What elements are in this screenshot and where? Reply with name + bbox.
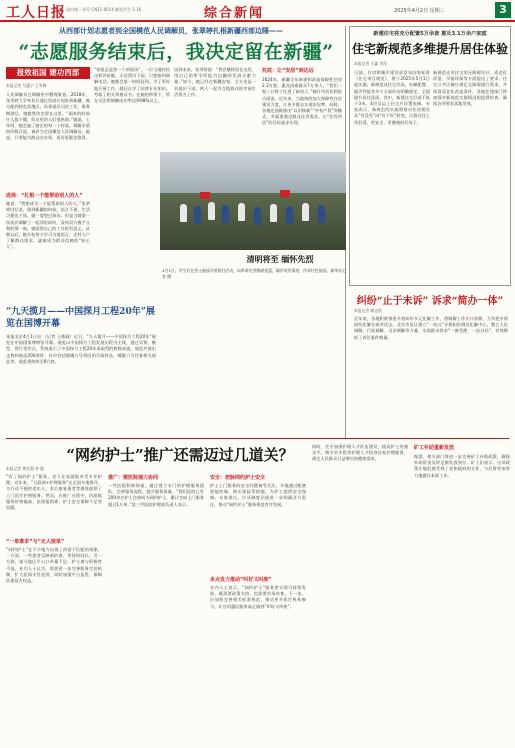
lead-body-d: 谈到未来，张翠婷说：“我会继续留在这里，用自己的所学所能为边疆的发展贡献力量。”如今，她已经在新疆安家，丈夫也是一名基层干部。两人一起为当地群众的幸福生活努力工作。 <box>174 67 256 97</box>
issue-date: 2025年4月2日 星期三 <box>394 8 445 14</box>
right-top-headline: 住宅新规范多维提升居住体验 <box>352 42 509 56</box>
bottom-subhead-2: 推广：需医院通力协同 <box>108 475 159 481</box>
lead-tag: 报效祖国 建功西部 <box>6 67 90 79</box>
bottom-subhead-1: “一单难求”与“无人接单” <box>6 539 65 545</box>
mid-left-body: 本报北京4月1日电 （记者 王维砚）近日，“九天揽月——中国探月工程20年”展览在中国国家博物馆开幕。展览以中国探月工程发展历程为主线，通过实物、模型、图片等形式，系统展示了中国探月工程20年来取得的辉煌成就。展览共展出文物和展品200余件，其中包括嫦娥五号带回的月球样品、嫦娥六号任务相关展品等。展览将持续至8月底。 <box>6 334 156 364</box>
right-mid-body: 近年来，各地积极推进矛盾纠纷多元化解工作，将调解工作关口前移，力争把矛盾纠纷化解在萌芽状态。北京市某区建立“一站式”矛盾纠纷调处化解中心，整合人民调解、行政调解、司法调解等力量，实现群众诉求“一窗受理、一站办结”，有效降低了诉讼案件数量。 <box>354 316 508 340</box>
lead-body-c: “张姐总是第一个到现场”，一位当地村民这样评价她。无论刮风下雨，只要接到调解电话，她都会第一时间赶到。为了更好地开展工作，她还自学了法律专业知识，考取了相关资格证书。在她的带领下，所在司法所调解成功率达到98%以上。 <box>94 67 170 104</box>
bottom-body-d: 护士上门服务的安全问题备受关注。多地通过配备智能终端、购买保险等措施，为护士提供安全保障。专家建议，应从制度层面进一步明确各方责任，推动“网约护士”服务规范有序发展。 <box>210 483 306 507</box>
news-photo <box>160 152 346 250</box>
right-top-byline: 本报记者 王鑫 李萍 <box>354 61 387 66</box>
lead-subhead-1: 选择：“扎根一个能帮助别人的人” <box>6 193 83 199</box>
mid-left-headline: “九天揽月——中国探月工程20年”展览在国博开幕 <box>6 307 155 329</box>
logo-subtitle: 国内统一刊号 CN11-0014 邮发代号 1-16 <box>66 7 142 12</box>
photo-caption: 4月1日，学生们在烈士陵园开展祭扫活动，向革命先烈敬献花篮，缅怀英烈事迹，传承红色基因。新华社记者 摄 <box>162 268 346 279</box>
section-divider <box>6 438 509 439</box>
page-number: 3 <box>495 2 511 18</box>
bottom-body-c: 一些医院积极探索，通过建立专门的护理服务团队，完善服务流程，提升服务质量。“我们医院已有200余名护士注册成为网约护士，累计完成上门服务超过1万单。”某三甲医院护理部负责人表示。 <box>108 483 204 507</box>
right-mid-headline: 纠纷“止于未诉” 诉求“简办一体” <box>356 296 504 307</box>
cover-mid-body: 2024年，新疆全年新建和改造保障性住房2.3万套，惠及困难群众7万余人。“我们一家三口终于住进了新房子。”喀什市居民阿依古丽说。近年来，当地持续加大保障性住房建设力度，让更多群众实现安居梦。同时，各地还创新推出“以旧换新”“共有产权”等模式，多渠道满足群众住房需求，让“住有所居”的目标逐步实现。 <box>262 77 342 126</box>
bottom-headline: “网约护士”推广还需迈过几道关？ <box>66 446 294 464</box>
right-top-kicker: 新建住宅将充分配置5万余套 惠及3.1万余户家庭 <box>373 31 487 37</box>
lead-body-b: 她说：“我想成为一个能帮助别人的人。”张翠婷回忆说，刚到新疆的时候，语言不通，生活习惯也不同，她一度想过放弃。但是当她第一次成功调解了一起邻里纠纷，看到双方握手言和的那一刻，她觉得自己的工作很有意义。从那以后，她开始努力学习当地语言，走村入户了解群众需求，逐渐成为群众信赖的“贴心人”。 <box>6 201 90 250</box>
lead-kicker: 从西部计划志愿者到全国模范人民调解员，张翠婷扎根新疆西部边陲—— <box>59 27 283 35</box>
bottom-body-e: 业内人士表示，“网约护士”服务要实现可持续发展，既需要政策支持，也需要市场培育。下一步，应加快完善相关标准规范，推动更多医疗机构参与，让这项惠民服务真正做到“叫好又叫座”。 <box>210 585 306 609</box>
bottom-subhead-4: 多点发力推动“叫好又叫座” <box>210 577 272 583</box>
cover-mid-headline: 托底：让“安居”到达远 <box>262 68 314 74</box>
lead-headline: “志愿服务结束后，我决定留在新疆” <box>18 41 334 63</box>
lead-byline: 本报记者 马惠宁 王冬梅 <box>6 83 47 88</box>
right-mid-byline: 本报记者 赖志凯 <box>354 308 382 313</box>
photo-title: 清明将至 缅怀先烈 <box>246 255 314 264</box>
section-title: 综合新闻 <box>204 6 265 21</box>
newspaper-logo: 工人日报 <box>6 5 66 21</box>
bottom-body-f: 同时，还应加强护理人才队伍建设，提高护士待遇水平，吸引更多优秀护理人才投身居家护理服务，满足人民群众日益增长的健康需求。 <box>312 444 408 462</box>
masthead <box>0 0 515 22</box>
lead-body-a: 人民调解员在调解室中整理案卷。2018年，张翠婷大学毕业后通过西部计划来到新疆，被分配到阿克苏地区，从事基层司法工作。服务期满后，她毅然决定留在这里。“刚来的时候什么都不懂，但这里的人们很热情。”她说。七年间，她走遍了辖区的每一个村落，调解矛盾纠纷数百起，被评为全国模范人民调解员。她说，只要能为群众办实事，再苦再累也值得。 <box>6 92 90 141</box>
bottom-byline: 本报记者 黄仕强 李 婕 <box>6 466 44 471</box>
right-top-body-2: 新规范还对住宅的无障碍设计、适老化改造、节能环保等方面提出了要求。住宅公共区域应满足无障碍通行需求，并预留适老化改造条件。各地住建部门将加强对新规范实施情况的监督检查，确保各项要求落地见效。 <box>433 70 507 107</box>
bottom-subhead-3: 安全：把脉网约护士安全 <box>210 475 266 481</box>
bottom-body-a: “有了网约护士”服务，老人在家就能享受专业护理。近年来，“互联网+护理服务”在全国多地推开，为行动不便的老年人、术后康复患者等群体提供了上门医疗护理服务。然而，在推广过程中，仍面临服务价格偏高、医保报销难、护士安全保障不足等问题。 <box>6 474 102 511</box>
right-low-subhead: 矿工补助重新发放 <box>414 445 455 451</box>
right-low-body: 据悉，相关部门将进一步完善矿工补助政策，确保补助资金及时足额发放到位。矿工们表示，这项政策让他们感受到了党和政府的关怀，今后将更加努力地做好本职工作。 <box>414 454 510 478</box>
right-top-body: 日前，住房和城乡建设部发布国家标准《住宅项目规范》，将于2025年5月1日起实施。新规范从住宅层高、电梯配置、隔声性能等多个方面作出明确规定，全面提升居住品质。其中，新建住宅层高不低于3米，4层及以上住宅应设置电梯。专家表示，新规范的实施将推动住房建设从“有没有”向“好不好”转变，让群众住上更舒适、更安全、更健康的好房子。 <box>354 70 430 125</box>
bottom-body-b: “网约护士”在不少地方出现了供需不匹配的现象。一方面，一些患者反映预约难、等待时间长；另一方面，部分地区平台订单量不足，护士参与积极性不高。业内人士认为，需要进一步完善服务定价机制，扩大医保支付范围，同时加强平台监管，保障医患双方权益。 <box>6 547 102 584</box>
